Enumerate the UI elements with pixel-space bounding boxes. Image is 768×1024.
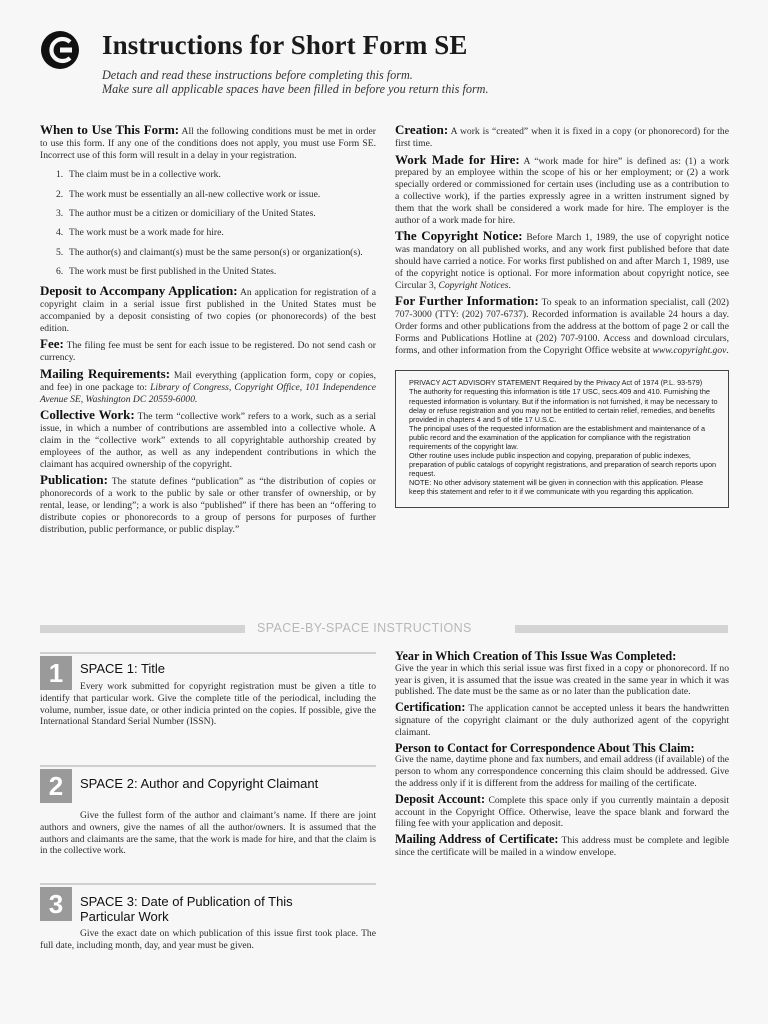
space-1-rule [40, 652, 376, 654]
work-made-for-hire-heading: Work Made for Hire: [395, 151, 520, 167]
list-text: The work must be first published in the United States. [69, 265, 277, 277]
divider-label: SPACE-BY-SPACE INSTRUCTIONS [257, 621, 472, 635]
subtitle-line-2: Make sure all applicable spaces have been filled in before you return this form. [102, 82, 489, 96]
certification-body: The application cannot be accepted unless it bears the handwritten signature of the copyright claimant or the duly authorized agent of the copyright claimant. [395, 703, 729, 738]
deposit-account-heading: Deposit Account: [395, 791, 486, 806]
certification-heading: Certification: [395, 700, 466, 715]
list-item [56, 189, 376, 201]
list-text: The author(s) and claimant(s) must be the same person(s) or organization(s). [69, 246, 363, 258]
copyright-notice-heading: The Copyright Notice: [395, 228, 523, 244]
collective-work-section [40, 409, 376, 470]
privacy-heading: PRIVACY ACT ADVISORY STATEMENT Required by the Privacy Act of 1974 (P.L. 93-579) [409, 378, 703, 388]
divider-bar-left [40, 625, 245, 633]
space-3-number-badge: 3 [40, 887, 72, 921]
collective-work-heading: Collective Work: [40, 407, 135, 423]
space-by-space-divider [40, 622, 728, 636]
creation-body: A work is “created” when it is fixed in a copy (or phonorecord) for the first time. [395, 126, 729, 149]
list-number: 6. [56, 265, 64, 277]
mailing-heading: Mailing Requirements: [40, 365, 171, 381]
page-subtitle [102, 68, 489, 96]
website-link[interactable]: www.copyright.gov [652, 344, 727, 356]
mailing-section [40, 365, 377, 405]
list-item [56, 208, 376, 220]
list-number: 3. [56, 207, 64, 219]
privacy-paragraph: Other routine uses include public inspection and copying, preparation of public indexes, preparation of public catalogs of copyright registrations, and preparation of search reports upon request. [409, 451, 717, 479]
year-completed-body: Give the year in which this serial issue was first fixed in a copy or phonorecord. If no year is given, it is assumed that the issue was created in the same year in which it was published. The date must be the same as or no later than the publication date. [395, 662, 729, 698]
privacy-note: NOTE: No other advisory statement will be given in connection with this application. Please keep this statement and refer to it if we communicate with you regarding this application. [409, 478, 704, 497]
space-2-rule [40, 765, 376, 767]
certification-section [395, 702, 729, 738]
right-column [395, 124, 729, 508]
space-2-heading: SPACE 2: Author and Copyright Claimant [80, 776, 319, 791]
list-item [56, 247, 376, 259]
collective-work-body: The term “collective work” refers to a work, such as a serial issue, in which a number of contributions are assembled into a collective whole. A claim in the “collective work” extends to all copyrightable authorship created by employees of the author, as well as any independent contributions in which the claimant has acquired ownership of the copyright. [40, 411, 377, 470]
list-text: The claim must be in a collective work. [69, 169, 221, 181]
space-2-body: Give the fullest form of the author and claimant’s name. If there are joint authors and owners, give the names of all the author/owners. It is assumed that the authors and claimants are the same, that the work is made for hire, and that the claim is in the collective work. [40, 810, 376, 857]
list-text: The author must be a citizen or domiciliary of the United States. [69, 207, 316, 219]
contact-person-heading: Person to Contact for Correspondence About This Claim: [395, 740, 695, 755]
copyright-office-logo-icon [40, 30, 80, 70]
further-info-body: To speak to an information specialist, call (202) 707-3000 (TTY: (202) 707-6737). Recorded information is available 24 hours a day. Order forms and other publications from the address at the bottom of page 2 or call the Forms and Publications Hotline at (202) 707-9100. Access and download circulars, forms, and other information from the Copyright Office website at [395, 297, 729, 356]
deposit-body: An application for registration of a copyright claim in a serial issue first published in the United States must be accompanied by a deposit consisting of two copies (or phonorecords) of the best edition. [40, 287, 376, 334]
subtitle-line-1: Detach and read these instructions before completing this form. [102, 68, 413, 82]
publication-body: The statute defines “publication” as “the distribution of copies or phonorecords of a work to the public by sale or other transfer of ownership, or by rental, lease, or lending”; a work is also “published” if there has been an “offering to distribute copies or phonorecords to a group of persons for purposes of further distribution, public performance, or public display.” [40, 476, 376, 535]
mailing-address-heading: Mailing Address of Certificate: [395, 832, 559, 847]
page-title: Instructions for Short Form SE [102, 30, 468, 60]
list-item [56, 227, 376, 239]
space-3-rule [40, 883, 376, 885]
privacy-act-box [395, 370, 729, 507]
work-made-for-hire-section [395, 151, 730, 227]
mailing-body: Mail everything (application form, copy or copies, and fee) in one package to: [40, 369, 377, 393]
space-1-number-badge: 1 [40, 656, 72, 690]
space-1-heading: SPACE 1: Title [80, 661, 166, 676]
list-number: 1. [56, 169, 64, 181]
list-item [56, 266, 376, 278]
further-info-heading: For Further Information: [395, 293, 539, 309]
work-made-for-hire-body: A “work made for hire” is defined as: (1) a work prepared by an employee within the scope of his or her employment; or (2) a work specially ordered or commissioned for certain uses (including use as a contribution to a collective work), if the parties expressly agree in a written instrument signed by them that the work shall be considered a work made for hire. The employer is the author of a work made for hire. [395, 155, 730, 226]
mailing-address: Library of Congress, Copyright Office, 101 Independence Avenue SE, Washington DC 20559-6000. [40, 381, 376, 405]
right-column-lower [395, 651, 729, 863]
mailing-address-section [395, 834, 729, 859]
list-number: 5. [56, 246, 64, 258]
year-completed-section [395, 651, 729, 698]
circular-title: Copyright Notices [438, 279, 509, 291]
space-1-body: Every work submitted for copyright registration must be given a title to identify that particular work. Give the complete title of the periodical, including the volume, number, issue date, or other indicia printed on the copies. If possible, give the International Standard Serial Number (ISSN). [40, 681, 376, 728]
mailing-address-body: This address must be complete and legible since the certificate will be mailed in a window envelope. [395, 835, 729, 858]
contact-person-section [395, 740, 729, 790]
space-3-body: Give the exact date on which publication of this issue first took place. The full date, including month, day, and year must be given. [40, 928, 376, 951]
fee-body: The filing fee must be sent for each issue to be registered. Do not send cash or currency. [40, 340, 376, 364]
privacy-paragraph: The principal uses of the requested information are the establishment and maintenance of a public record and the examination of the application for compliance with the registration requirements of the copyright law. [409, 423, 706, 451]
divider-bar-right [515, 625, 728, 633]
deposit-section [40, 285, 376, 334]
when-to-use-body: All the following conditions must be met in order to use this form. If any one of the conditions does not apply, you must use Form SE. Incorrect use of this form will result in a delay in your registration. [40, 126, 377, 161]
fee-section [40, 338, 376, 364]
copyright-notice-section: The Copyright Notice: Before March 1, 1989, the use of copyright notice was mandatory on all published works, and any work first published before that date should have carried a notice. For works first published on and after March 1, 1989, use of the copyright notice is optional. For more information about copyright notice, see Circular 3, Copyright Notices. [395, 228, 729, 291]
conditions-list [56, 169, 376, 277]
creation-heading: Creation: [395, 122, 449, 137]
further-info-section: For Further Information: To speak to an information specialist, call (202) 707-3000 (TTY: (202) 707-6737). Recorded information is available 24 hours a day. Order forms and other publications from the address at the bottom of page 2 or call the Forms and Publications Hotline at (202) 707-9100. Access and download circulars, forms, and other information from the Copyright Office website at www.copyright.gov. [395, 293, 729, 356]
deposit-account-section [395, 791, 730, 830]
publication-heading: Publication: [40, 472, 108, 488]
year-completed-heading: Year in Which Creation of This Issue Was Completed: [395, 649, 677, 663]
when-to-use-heading: When to Use This Form: [40, 122, 180, 137]
list-item [56, 169, 376, 181]
deposit-account-body: Complete this space only if you currently maintain a deposit account in the Copyright Office. Otherwise, leave the space blank and forward the filing fee with your application and deposit. [395, 794, 730, 830]
list-number: 4. [56, 227, 64, 239]
contact-person-body: Give the name, daytime phone and fax numbers, and email address (if available) of the person to whom any correspondence concerning this claim should be addressed. Give the address only if it is different from the address for mailing of the certificate. [395, 754, 729, 789]
list-number: 2. [56, 188, 64, 200]
deposit-heading: Deposit to Accompany Application: [40, 283, 238, 299]
copyright-notice-body: Before March 1, 1989, the use of copyright notice was mandatory on all published works, and any work first published before that date should have carried a notice. For works first published on and after March 1, 1989, use of the copyright notice is optional. For more information about copyright notice, see Circular 3, [395, 232, 729, 291]
space-2-number-badge: 2 [40, 769, 72, 803]
left-column [40, 124, 376, 539]
list-text: The work must be a work made for hire. [69, 227, 224, 239]
fee-heading: Fee: [40, 336, 64, 352]
creation-section [395, 124, 729, 150]
publication-section [40, 474, 376, 535]
space-3-heading: SPACE 3: Date of Publication of This Particular Work [80, 894, 293, 924]
when-to-use-section [40, 124, 376, 161]
list-text: The work must be essentially an all-new collective work or issue. [69, 188, 321, 200]
privacy-paragraph: The authority for requesting this information is title 17 USC, secs.409 and 410. Furnishing the requested information is voluntary. But if the information is not furnished, it may be necessary to delay or refuse registration and you may not be entitled to certain relief, remedies, and benefits provided in chapters 4 and 5 of title 17 U.S.C. [409, 387, 718, 424]
